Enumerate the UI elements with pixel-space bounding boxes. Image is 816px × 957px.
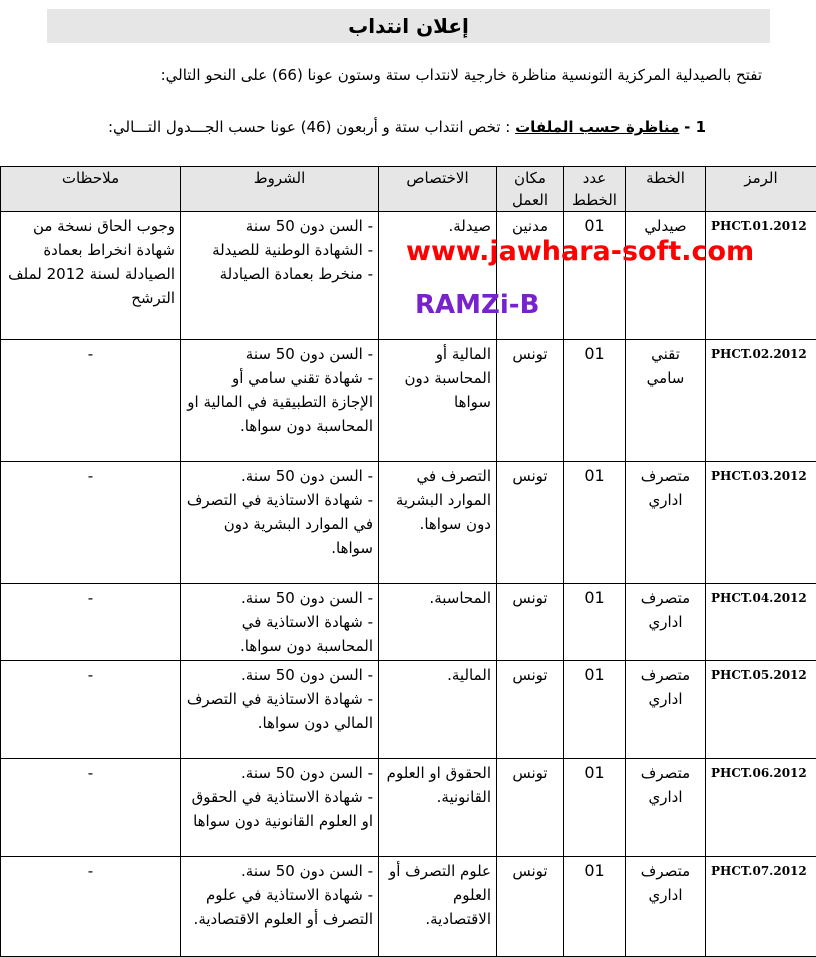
cell-code: PHCT.03.2012	[706, 462, 816, 584]
cell-place: تونس	[497, 340, 564, 462]
table-row	[1, 857, 816, 957]
cell-notes: -	[1, 759, 181, 857]
cell-place: مدنين	[497, 212, 564, 340]
condition-line: - السن دون 50 سنة	[186, 214, 373, 238]
cell-notes: -	[1, 462, 181, 584]
section-number: 1 -	[684, 118, 706, 136]
cell-specialty: المالية أو المحاسبة دون سواها	[379, 340, 497, 462]
cell-count: 01	[564, 857, 626, 957]
condition-line: - شهادة الاستاذية في الحقوق او العلوم القانونية دون سواها	[186, 785, 373, 833]
cell-grade: تقني سامي	[626, 340, 706, 462]
cell-place: تونس	[497, 759, 564, 857]
condition-line: - شهادة الاستاذية في المحاسبة دون سواها.	[186, 610, 373, 658]
table-row	[1, 340, 816, 462]
table-row	[1, 212, 816, 340]
watermark-url: www.jawhara-soft.com	[406, 236, 754, 267]
condition-line: - السن دون 50 سنة	[186, 342, 373, 366]
cell-count: 01	[564, 584, 626, 661]
cell-grade: متصرف اداري	[626, 462, 706, 584]
header-specialty: الاختصاص	[379, 167, 497, 212]
condition-line: - شهادة الاستاذية في التصرف المالي دون سواها.	[186, 687, 373, 735]
cell-grade: متصرف اداري	[626, 661, 706, 759]
condition-line: - الشهادة الوطنية للصيدلة	[186, 238, 373, 262]
table-row	[1, 584, 816, 661]
condition-line: - السن دون 50 سنة.	[186, 464, 373, 488]
cell-count: 01	[564, 661, 626, 759]
cell-specialty: الحقوق او العلوم القانونية.	[379, 759, 497, 857]
cell-code: PHCT.02.2012	[706, 340, 816, 462]
cell-notes: -	[1, 584, 181, 661]
section-text: : تخص انتداب ستة و أربعون (46) عونا حسب الجـــدول التـــالي:	[108, 118, 510, 136]
cell-grade: صيدلي	[626, 212, 706, 340]
intro-paragraph: تفتح بالصيدلية المركزية التونسية مناظرة خارجية لانتداب ستة وستون عونا (66) على النحو التالي:	[42, 66, 762, 84]
positions-table	[0, 166, 816, 957]
condition-line: - السن دون 50 سنة.	[186, 586, 373, 610]
cell-conditions	[181, 661, 379, 759]
cell-conditions	[181, 759, 379, 857]
condition-line: - السن دون 50 سنة.	[186, 761, 373, 785]
cell-notes: وجوب الحاق نسخة من شهادة انخراط بعمادة الصيادلة لسنة 2012 لملف الترشح	[1, 212, 181, 340]
header-count: عدد الخطط	[564, 167, 626, 212]
condition-line: - شهادة الاستاذية في علوم التصرف أو العلوم الاقتصادية.	[186, 883, 373, 931]
cell-specialty: المحاسبة.	[379, 584, 497, 661]
cell-conditions	[181, 212, 379, 340]
cell-specialty: المالية.	[379, 661, 497, 759]
cell-specialty: التصرف في الموارد البشرية دون سواها.	[379, 462, 497, 584]
cell-notes: -	[1, 661, 181, 759]
cell-code: PHCT.04.2012	[706, 584, 816, 661]
cell-place: تونس	[497, 857, 564, 957]
cell-conditions	[181, 462, 379, 584]
condition-line: - السن دون 50 سنة.	[186, 663, 373, 687]
cell-code: PHCT.07.2012	[706, 857, 816, 957]
cell-conditions	[181, 857, 379, 957]
announcement-title: إعلان انتداب	[47, 9, 770, 43]
cell-count: 01	[564, 462, 626, 584]
table-header-row	[1, 167, 816, 212]
cell-place: تونس	[497, 584, 564, 661]
cell-specialty: صيدلة.	[379, 212, 497, 340]
watermark-name: RAMZi-B	[415, 290, 539, 320]
condition-line: - السن دون 50 سنة.	[186, 859, 373, 883]
cell-place: تونس	[497, 661, 564, 759]
cell-code: PHCT.05.2012	[706, 661, 816, 759]
header-code: الرمز	[706, 167, 816, 212]
table-row	[1, 661, 816, 759]
cell-notes: -	[1, 340, 181, 462]
table-row	[1, 759, 816, 857]
cell-count: 01	[564, 340, 626, 462]
header-notes: ملاحظات	[1, 167, 181, 212]
cell-count: 01	[564, 759, 626, 857]
section-keyword: مناظرة حسب الملفات	[515, 118, 679, 136]
condition-line: - شهادة الاستاذية في التصرف في الموارد البشرية دون سواها.	[186, 488, 373, 560]
cell-grade: متصرف اداري	[626, 584, 706, 661]
header-conditions: الشروط	[181, 167, 379, 212]
cell-code: PHCT.01.2012	[706, 212, 816, 340]
cell-code: PHCT.06.2012	[706, 759, 816, 857]
header-grade: الخطة	[626, 167, 706, 212]
section-heading	[6, 118, 706, 136]
cell-notes: -	[1, 857, 181, 957]
table-row	[1, 462, 816, 584]
cell-conditions	[181, 584, 379, 661]
condition-line: - منخرط بعمادة الصيادلة	[186, 262, 373, 286]
cell-count: 01	[564, 212, 626, 340]
cell-grade: متصرف اداري	[626, 857, 706, 957]
cell-conditions	[181, 340, 379, 462]
cell-specialty: علوم التصرف أو العلوم الاقتصادية.	[379, 857, 497, 957]
cell-grade: متصرف اداري	[626, 759, 706, 857]
condition-line: - شهادة تقني سامي أو الإجازة التطبيقية في المالية او المحاسبة دون سواها.	[186, 366, 373, 438]
header-place: مكان العمل	[497, 167, 564, 212]
cell-place: تونس	[497, 462, 564, 584]
